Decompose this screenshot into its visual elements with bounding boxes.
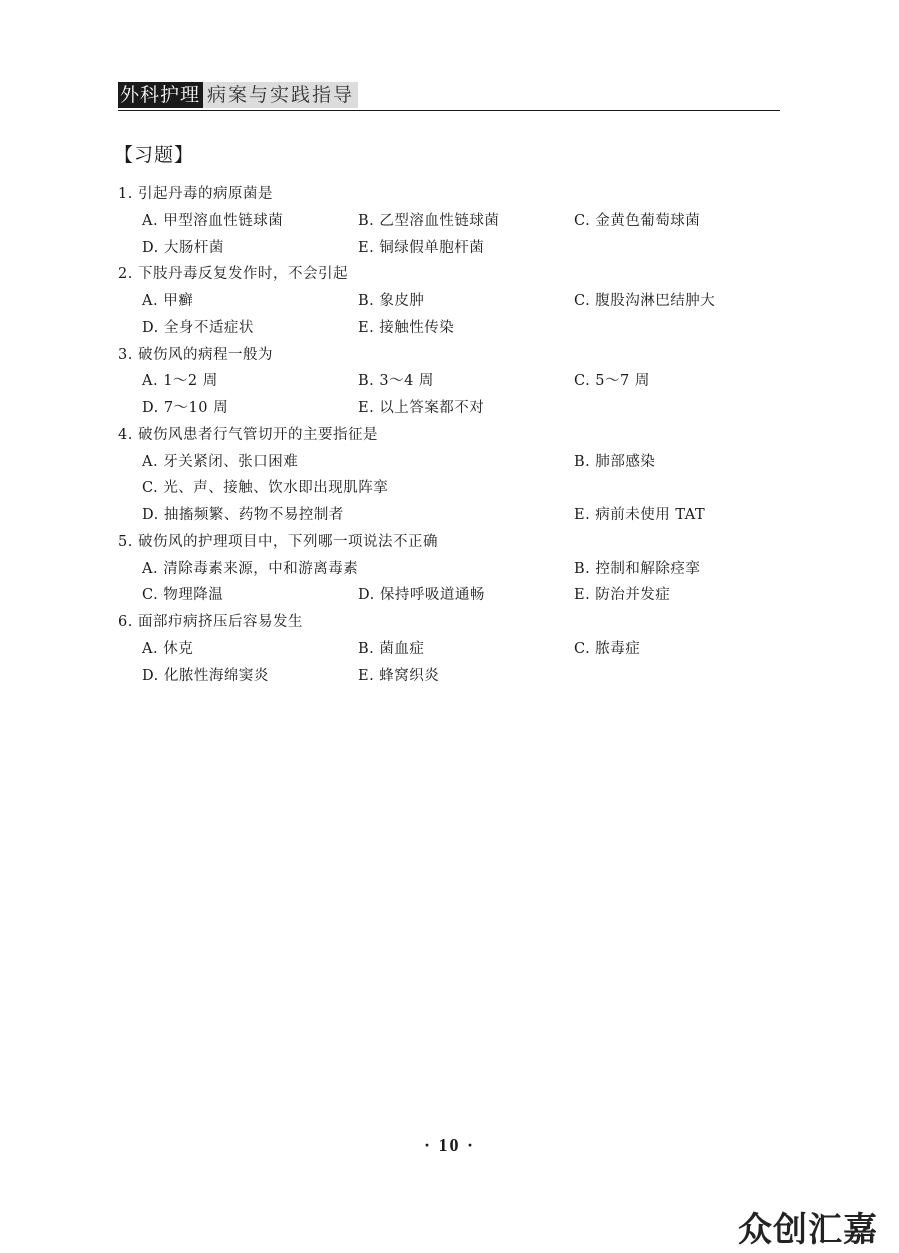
- question-stem: 3. 破伤风的病程一般为: [118, 346, 273, 363]
- question-stem: 2. 下肢丹毒反复发作时，不会引起: [118, 266, 348, 283]
- option-c: C. 光、声、接触、饮水即出现肌阵挛: [142, 480, 389, 497]
- option-b: B. 象皮肿: [358, 293, 425, 309]
- question-1-options-row-2: [118, 235, 780, 262]
- question-4-stem-row: [118, 422, 780, 449]
- option-e: E. 以上答案都不对: [358, 400, 485, 416]
- option-b: B. 菌血症: [358, 640, 425, 657]
- question-4-options-row-2: [118, 475, 780, 502]
- question-6-options-row-2: [118, 663, 780, 690]
- option-e: E. 病前未使用 TAT: [574, 507, 706, 523]
- option-a: A. 甲癣: [142, 293, 194, 309]
- option-e: E. 防治并发症: [574, 587, 671, 604]
- section-title: 【习题】: [114, 144, 195, 166]
- book-title-mark: 外科护理: [118, 82, 203, 108]
- option-a: A. 牙关紧闭、张口困难: [142, 453, 299, 470]
- option-d: D. 大肠杆菌: [142, 239, 224, 256]
- option-c: C. 脓毒症: [574, 640, 641, 657]
- option-b: B. 3～4 周: [358, 373, 434, 390]
- question-3-options-row-2: [118, 395, 780, 422]
- option-a: A. 1～2 周: [142, 373, 218, 390]
- option-d: D. 全身不适症状: [142, 319, 254, 336]
- option-c: C. 金黄色葡萄球菌: [574, 212, 701, 229]
- question-3-options-row-1: [118, 368, 780, 395]
- option-e: E. 铜绿假单胞杆菌: [358, 239, 485, 256]
- option-a: A. 甲型溶血性链球菌: [142, 212, 284, 229]
- option-a: A. 清除毒素来源，中和游离毒素: [142, 560, 359, 577]
- option-c: C. 物理降温: [142, 587, 224, 604]
- book-subtitle: 病案与实践指导: [203, 82, 358, 108]
- option-e: E. 蜂窝织炎: [358, 667, 440, 684]
- option-d: D. 化脓性海绵窦炎: [142, 667, 269, 684]
- question-stem: 4. 破伤风患者行气管切开的主要指征是: [118, 426, 378, 443]
- option-c: C. 5～7 周: [574, 373, 650, 390]
- option-b: B. 肺部感染: [574, 453, 656, 470]
- header-rule: [118, 110, 780, 111]
- question-5-options-row-1: [118, 556, 780, 583]
- publisher-watermark: 众创汇嘉: [738, 1210, 878, 1250]
- question-3-stem-row: [118, 342, 780, 369]
- question-4-options-row-1: [118, 449, 780, 476]
- question-5-options-row-2: [118, 582, 780, 609]
- option-b: B. 控制和解除痉挛: [574, 560, 701, 577]
- page-number: · 10 ·: [423, 1135, 475, 1155]
- question-2-stem-row: [118, 261, 780, 288]
- question-stem: 5. 破伤风的护理项目中，下列哪一项说法不正确: [118, 533, 438, 550]
- question-4-options-row-3: [118, 502, 780, 529]
- option-e: E. 接触性传染: [358, 319, 455, 336]
- option-d: D. 保持呼吸道通畅: [358, 587, 485, 604]
- option-c: C. 腹股沟淋巴结肿大: [574, 293, 716, 309]
- question-stem: 1. 引起丹毒的病原菌是: [118, 186, 273, 202]
- question-1-stem-row: [118, 181, 780, 208]
- option-d: D. 抽搐频繁、药物不易控制者: [142, 507, 344, 523]
- option-b: B. 乙型溶血性链球菌: [358, 212, 500, 229]
- question-2-options-row-1: [118, 288, 780, 315]
- question-2-options-row-2: [118, 315, 780, 342]
- question-list: [118, 181, 780, 689]
- question-1-options-row-1: [118, 208, 780, 235]
- question-6-stem-row: [118, 609, 780, 636]
- question-stem: 6. 面部疖病挤压后容易发生: [118, 614, 303, 630]
- option-d: D. 7～10 周: [142, 400, 229, 416]
- question-5-stem-row: [118, 529, 780, 556]
- question-6-options-row-1: [118, 636, 780, 663]
- option-a: A. 休克: [142, 640, 194, 657]
- running-header: [118, 80, 358, 108]
